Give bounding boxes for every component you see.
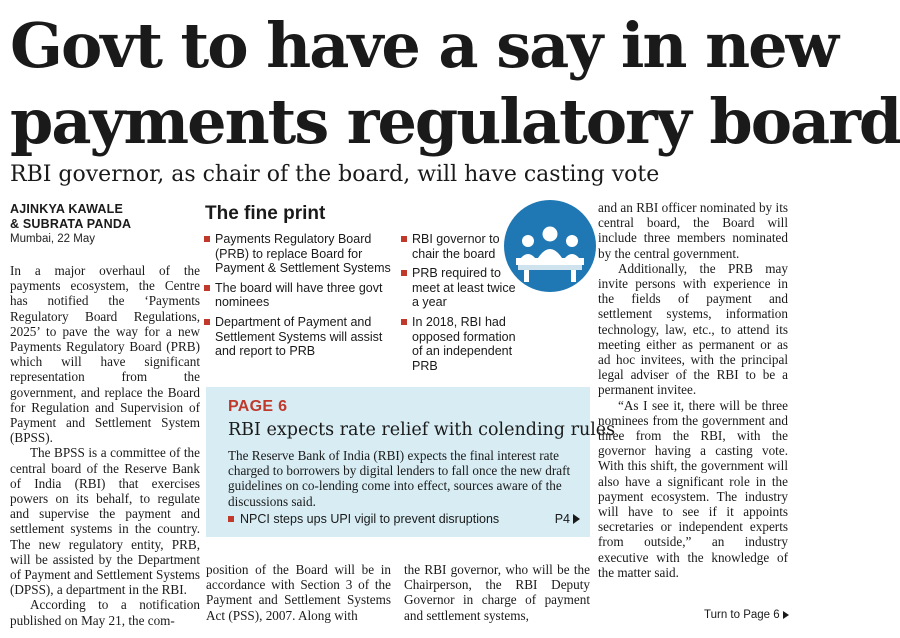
byline-dateline: Mumbai, 22 May: [10, 233, 96, 245]
byline-author-2: & SUBRATA PANDA: [10, 217, 132, 231]
fine-print-item: Payments Regulatory Board (PRB) to replace Board for Payment & Settlement Systems: [203, 232, 393, 276]
article-paragraph: position of the Board will be in accordance with Section 3 of the Payment and Settlement Systems Act (PSS), 2007. Along with: [206, 562, 391, 623]
article-paragraph: the RBI governor, who will be the Chairperson, the RBI Deputy Governor in charge of payment and settlement systems,: [404, 562, 590, 623]
article-column-3-bottom: [404, 562, 590, 623]
article-paragraph: Additionally, the PRB may invite persons with experience in the fields of payment and settlement systems, information technology, law, etc., to attend its meeting either as permanent or as ad hoc invitees, with the principal legal adviser of the RBI to be a permanent invitee.: [598, 260, 788, 398]
inset-text: The Reserve Bank of India (RBI) expects the final interest rate charged to borrowers by digital lenders to fall once the new draft guidelines on co-lending come into effect, sources aware of the discussions said.: [228, 448, 571, 509]
fine-print-item: The board will have three govt nominees: [203, 281, 393, 310]
fine-print-item: In 2018, RBI had opposed formation of an independent PRB: [400, 315, 518, 373]
bullet-square-icon: [204, 236, 210, 242]
arrow-right-icon: [573, 514, 580, 524]
headline-line-2: payments regulatory board: [10, 85, 900, 158]
headline-line-1: Govt to have a say in new: [10, 9, 837, 82]
bullet-square-icon: [204, 285, 210, 291]
bullet-square-icon: [401, 319, 407, 325]
article-paragraph: “As I see it, there will be three nominees from the government and three from the RBI, with the governor having a casting vote. With this shift, the government will also have a significant role in the payment ecosystem. The industry will have to see if it appoints secretaries or independent experts from outside,” an industry executive with the knowledge of the matter said.: [598, 397, 788, 580]
fine-print-title: The fine print: [205, 203, 326, 224]
byline-author-1: AJINKYA KAWALE: [10, 202, 124, 216]
bullet-square-icon: [228, 516, 234, 522]
turn-to-page[interactable]: Turn to Page 6: [704, 609, 789, 621]
article-paragraph: The BPSS is a committee of the central board of the Reserve Bank of India (RBI) that exercises powers on its behalf, to regulate and supervise the payment and settlement systems in the country. The new regulatory entity, PRB, will be assisted by the Department of Payment and Settlement Systems (DPSS), a department in the RBI.: [10, 445, 200, 598]
subheadline: RBI governor, as chair of the board, will have casting vote: [10, 162, 660, 187]
article-paragraph: In a major overhaul of the payments ecosystem, the Centre has notified the ‘Payments Regulatory Board Regulations, 2025’ to pave the way for a new Payments Regulatory Board (PRB) which will have significant representation from the government, and replace the Board for Regulation and Supervision of Payment and Settlement System (BPSS).: [10, 263, 200, 446]
fine-print-item: PRB required to meet at least twice a year: [400, 266, 518, 310]
bullet-square-icon: [204, 319, 210, 325]
bullet-square-icon: [401, 270, 407, 276]
board-meeting-icon: [500, 196, 600, 296]
fine-print-item: Department of Payment and Settlement Systems will assist and report to PRB: [203, 315, 393, 359]
inset-related-link[interactable]: [228, 512, 580, 526]
inset-page-label: PAGE 6: [228, 398, 288, 415]
headline: [10, 8, 900, 160]
inset-page-ref[interactable]: P4: [555, 512, 580, 526]
article-paragraph: According to a notification published on May 21, the com-: [10, 597, 200, 628]
byline: [10, 202, 200, 247]
inset-link-text[interactable]: NPCI steps ups UPI vigil to prevent disruptions: [240, 512, 500, 526]
inset-title[interactable]: RBI expects rate relief with colending rules: [228, 420, 616, 440]
article-paragraph: and an RBI officer nominated by its central board, the Board will include three members nominated by the central government.: [598, 200, 788, 261]
fine-print-list-left: [203, 232, 393, 364]
fine-print-item: RBI governor to chair the board: [400, 232, 518, 261]
article-column-4: [598, 200, 788, 580]
article-column-1: [10, 263, 200, 628]
arrow-right-icon: [783, 611, 789, 619]
bullet-square-icon: [401, 236, 407, 242]
article-column-2-bottom: [206, 562, 391, 623]
